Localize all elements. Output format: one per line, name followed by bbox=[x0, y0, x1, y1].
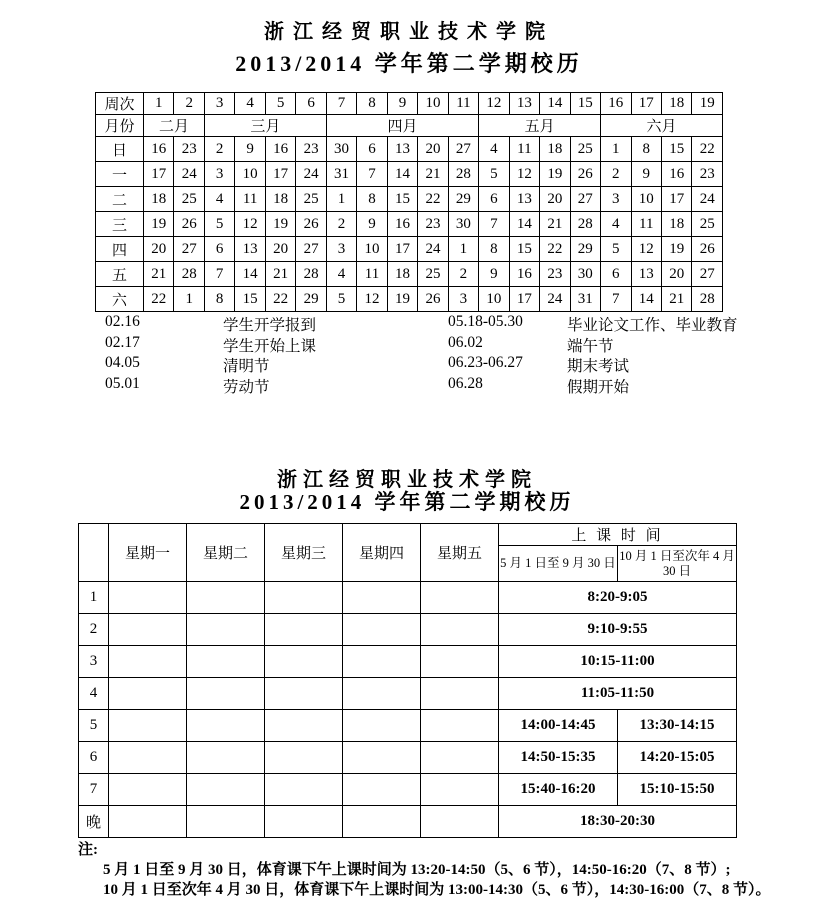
date-cell: 14 bbox=[509, 212, 539, 237]
weekday-label: 五 bbox=[96, 262, 144, 287]
schedule-body bbox=[79, 582, 737, 838]
weekday-label: 四 bbox=[96, 237, 144, 262]
calendar-day-row bbox=[96, 137, 723, 162]
month-header-label: 月份 bbox=[96, 115, 144, 137]
date-cell: 8 bbox=[631, 137, 661, 162]
date-cell: 16 bbox=[387, 212, 417, 237]
schedule-row bbox=[79, 806, 737, 838]
date-cell: 18 bbox=[540, 137, 570, 162]
date-cell: 20 bbox=[265, 237, 295, 262]
date-cell: 16 bbox=[265, 137, 295, 162]
schedule-row bbox=[79, 582, 737, 614]
schedule-empty-cell bbox=[343, 806, 421, 838]
date-cell: 21 bbox=[418, 162, 448, 187]
date-cell: 18 bbox=[387, 262, 417, 287]
date-cell: 30 bbox=[570, 262, 600, 287]
week-number-cell: 6 bbox=[296, 93, 326, 115]
date-cell: 19 bbox=[387, 287, 417, 312]
month-cell: 二月 bbox=[144, 115, 205, 137]
schedule-empty-cell bbox=[343, 774, 421, 806]
schedule-empty-cell bbox=[109, 774, 187, 806]
schedule-empty-cell bbox=[343, 742, 421, 774]
schedule-row bbox=[79, 646, 737, 678]
date-cell: 3 bbox=[204, 162, 234, 187]
month-cell: 三月 bbox=[204, 115, 326, 137]
note-line-winter: 10 月 1 日至次年 4 月 30 日，体育课下午上课时间为 13:00-14:30（5、6 节），14:30-16:00（7、8 节）。 bbox=[103, 882, 771, 898]
week-number-cell: 8 bbox=[357, 93, 387, 115]
date-cell: 11 bbox=[357, 262, 387, 287]
month-cell: 六月 bbox=[601, 115, 723, 137]
date-cell: 18 bbox=[144, 187, 174, 212]
period-label: 5 bbox=[79, 710, 109, 742]
date-cell: 27 bbox=[448, 137, 478, 162]
week-number-cell: 3 bbox=[204, 93, 234, 115]
date-cell: 9 bbox=[631, 162, 661, 187]
event-name: 期末考试 bbox=[567, 358, 630, 375]
winter-period-header: 10 月 1 日至次年 4 月 30 日 bbox=[618, 546, 737, 582]
week-number-cell: 13 bbox=[509, 93, 539, 115]
schedule-empty-cell bbox=[187, 582, 265, 614]
event-name: 学生开始上课 bbox=[223, 337, 317, 355]
date-cell: 24 bbox=[418, 237, 448, 262]
schedule-empty-cell bbox=[187, 710, 265, 742]
week-number-cell: 7 bbox=[326, 93, 356, 115]
date-cell: 23 bbox=[418, 212, 448, 237]
date-cell: 20 bbox=[540, 187, 570, 212]
date-cell: 28 bbox=[692, 287, 723, 312]
event-date: 05.01 bbox=[105, 374, 140, 392]
date-cell: 24 bbox=[296, 162, 326, 187]
date-cell: 26 bbox=[570, 162, 600, 187]
date-cell: 27 bbox=[174, 237, 204, 262]
date-cell: 19 bbox=[540, 162, 570, 187]
date-cell: 15 bbox=[387, 187, 417, 212]
date-cell: 26 bbox=[692, 237, 723, 262]
date-cell: 2 bbox=[204, 137, 234, 162]
date-cell: 18 bbox=[265, 187, 295, 212]
date-cell: 8 bbox=[357, 187, 387, 212]
date-cell: 12 bbox=[235, 212, 265, 237]
date-cell: 7 bbox=[357, 162, 387, 187]
date-cell: 16 bbox=[509, 262, 539, 287]
schedule-empty-cell bbox=[421, 710, 499, 742]
date-cell: 22 bbox=[540, 237, 570, 262]
period-label: 晚 bbox=[79, 806, 109, 838]
semester-calendar-title: 2013/2014 学年第二学期校历 bbox=[235, 51, 583, 76]
date-cell: 13 bbox=[509, 187, 539, 212]
date-cell: 20 bbox=[144, 237, 174, 262]
date-cell: 20 bbox=[661, 262, 691, 287]
date-cell: 23 bbox=[692, 162, 723, 187]
schedule-empty-cell bbox=[343, 614, 421, 646]
date-cell: 3 bbox=[601, 187, 631, 212]
date-cell: 18 bbox=[661, 212, 691, 237]
event-name: 假期开始 bbox=[567, 378, 630, 396]
schedule-row bbox=[79, 614, 737, 646]
date-cell: 14 bbox=[387, 162, 417, 187]
date-cell: 19 bbox=[265, 212, 295, 237]
event-name: 毕业论文工作、毕业教育 bbox=[567, 317, 738, 334]
week-number-cell: 17 bbox=[631, 93, 661, 115]
week-number-cell: 14 bbox=[540, 93, 570, 115]
schedule-empty-cell bbox=[265, 806, 343, 838]
period-label: 6 bbox=[79, 742, 109, 774]
schedule-empty-cell bbox=[109, 582, 187, 614]
date-cell: 17 bbox=[661, 187, 691, 212]
date-cell: 10 bbox=[479, 287, 509, 312]
period-label: 7 bbox=[79, 774, 109, 806]
date-cell: 22 bbox=[692, 137, 723, 162]
date-cell: 29 bbox=[448, 187, 478, 212]
schedule-empty-cell bbox=[421, 806, 499, 838]
date-cell: 1 bbox=[326, 187, 356, 212]
weekday-header-wednesday: 星期三 bbox=[265, 524, 343, 582]
schedule-empty-cell bbox=[187, 742, 265, 774]
week-number-cell: 2 bbox=[174, 93, 204, 115]
week-number-cell: 12 bbox=[479, 93, 509, 115]
event-name: 劳动节 bbox=[223, 378, 270, 396]
schedule-empty-cell bbox=[109, 742, 187, 774]
date-cell: 28 bbox=[296, 262, 326, 287]
schedule-empty-cell bbox=[265, 710, 343, 742]
weekday-header-tuesday: 星期二 bbox=[187, 524, 265, 582]
date-cell: 6 bbox=[479, 187, 509, 212]
schedule-row bbox=[79, 710, 737, 742]
date-cell: 5 bbox=[204, 212, 234, 237]
date-cell: 20 bbox=[418, 137, 448, 162]
date-cell: 27 bbox=[296, 237, 326, 262]
date-cell: 26 bbox=[174, 212, 204, 237]
date-cell: 16 bbox=[661, 162, 691, 187]
date-cell: 13 bbox=[631, 262, 661, 287]
date-cell: 17 bbox=[387, 237, 417, 262]
weekday-label: 六 bbox=[96, 287, 144, 312]
schedule-empty-cell bbox=[265, 646, 343, 678]
date-cell: 21 bbox=[661, 287, 691, 312]
weekday-header-thursday: 星期四 bbox=[343, 524, 421, 582]
date-cell: 4 bbox=[601, 212, 631, 237]
date-cell: 10 bbox=[631, 187, 661, 212]
school-name-title: 浙江经贸职业技术学院 bbox=[264, 21, 554, 43]
event-date: 06.28 bbox=[448, 374, 483, 392]
date-cell: 10 bbox=[357, 237, 387, 262]
date-cell: 3 bbox=[326, 237, 356, 262]
event-name: 端午节 bbox=[567, 337, 614, 355]
event-date: 02.16 bbox=[105, 313, 140, 330]
date-cell: 17 bbox=[144, 162, 174, 187]
period-label: 3 bbox=[79, 646, 109, 678]
schedule-empty-cell bbox=[421, 582, 499, 614]
date-cell: 31 bbox=[326, 162, 356, 187]
date-cell: 4 bbox=[204, 187, 234, 212]
date-cell: 27 bbox=[692, 262, 723, 287]
class-time-summer: 14:50-15:35 bbox=[499, 742, 618, 774]
schedule-empty-cell bbox=[343, 678, 421, 710]
date-cell: 12 bbox=[509, 162, 539, 187]
weekday-label: 二 bbox=[96, 187, 144, 212]
schedule-empty-cell bbox=[187, 614, 265, 646]
date-cell: 15 bbox=[661, 137, 691, 162]
date-cell: 1 bbox=[174, 287, 204, 312]
class-time-schedule-table bbox=[78, 523, 737, 838]
date-cell: 1 bbox=[448, 237, 478, 262]
date-cell: 30 bbox=[448, 212, 478, 237]
date-cell: 29 bbox=[570, 237, 600, 262]
date-cell: 11 bbox=[631, 212, 661, 237]
week-number-cell: 19 bbox=[692, 93, 723, 115]
week-number-cell: 4 bbox=[235, 93, 265, 115]
date-cell: 16 bbox=[144, 137, 174, 162]
week-number-cell: 11 bbox=[448, 93, 478, 115]
date-cell: 25 bbox=[570, 137, 600, 162]
date-cell: 11 bbox=[509, 137, 539, 162]
date-cell: 12 bbox=[631, 237, 661, 262]
date-cell: 9 bbox=[357, 212, 387, 237]
note-line-summer: 5 月 1 日至 9 月 30 日，体育课下午上课时间为 13:20-14:50（5、6 节），14:50-16:20（7、8 节）; bbox=[103, 862, 731, 878]
schedule-empty-cell bbox=[109, 806, 187, 838]
schedule-empty-cell bbox=[109, 710, 187, 742]
event-date: 04.05 bbox=[105, 354, 140, 371]
period-label: 4 bbox=[79, 678, 109, 710]
date-cell: 7 bbox=[479, 212, 509, 237]
schedule-empty-cell bbox=[421, 742, 499, 774]
date-cell: 2 bbox=[448, 262, 478, 287]
schedule-empty-cell bbox=[343, 582, 421, 614]
date-cell: 7 bbox=[204, 262, 234, 287]
date-cell: 21 bbox=[265, 262, 295, 287]
class-time-winter: 13:30-14:15 bbox=[618, 710, 737, 742]
event-date: 06.23-06.27 bbox=[448, 354, 523, 371]
schedule-empty-cell bbox=[343, 710, 421, 742]
date-cell: 2 bbox=[326, 212, 356, 237]
month-row bbox=[96, 115, 723, 137]
schedule-header bbox=[79, 524, 737, 582]
date-cell: 15 bbox=[235, 287, 265, 312]
schedule-row bbox=[79, 774, 737, 806]
calendar-day-row bbox=[96, 237, 723, 262]
schedule-empty-cell bbox=[187, 678, 265, 710]
date-cell: 28 bbox=[448, 162, 478, 187]
date-cell: 9 bbox=[235, 137, 265, 162]
schedule-empty-cell bbox=[187, 806, 265, 838]
date-cell: 6 bbox=[601, 262, 631, 287]
period-label: 2 bbox=[79, 614, 109, 646]
date-cell: 31 bbox=[570, 287, 600, 312]
week-number-row bbox=[96, 93, 723, 115]
week-header-label: 周次 bbox=[96, 93, 144, 115]
date-cell: 24 bbox=[692, 187, 723, 212]
week-number-cell: 18 bbox=[661, 93, 691, 115]
date-cell: 1 bbox=[601, 137, 631, 162]
date-cell: 5 bbox=[479, 162, 509, 187]
date-cell: 2 bbox=[601, 162, 631, 187]
date-cell: 13 bbox=[235, 237, 265, 262]
calendar-day-row bbox=[96, 162, 723, 187]
week-number-cell: 16 bbox=[601, 93, 631, 115]
date-cell: 26 bbox=[418, 287, 448, 312]
schedule-empty-cell bbox=[265, 678, 343, 710]
schedule-empty-cell bbox=[421, 678, 499, 710]
date-cell: 24 bbox=[174, 162, 204, 187]
weekday-label: 一 bbox=[96, 162, 144, 187]
weekday-label: 三 bbox=[96, 212, 144, 237]
weekday-header-monday: 星期一 bbox=[109, 524, 187, 582]
schedule-empty-cell bbox=[421, 646, 499, 678]
week-number-cell: 9 bbox=[387, 93, 417, 115]
date-cell: 28 bbox=[570, 212, 600, 237]
date-cell: 21 bbox=[144, 262, 174, 287]
schedule-empty-cell bbox=[343, 646, 421, 678]
schedule-empty-cell bbox=[187, 774, 265, 806]
date-cell: 19 bbox=[144, 212, 174, 237]
event-date: 05.18-05.30 bbox=[448, 313, 523, 330]
date-cell: 15 bbox=[509, 237, 539, 262]
date-cell: 25 bbox=[418, 262, 448, 287]
schedule-empty-cell bbox=[421, 614, 499, 646]
month-cell: 四月 bbox=[326, 115, 478, 137]
calendar-day-row bbox=[96, 262, 723, 287]
date-cell: 30 bbox=[326, 137, 356, 162]
key-dates-list bbox=[0, 313, 818, 395]
date-cell: 23 bbox=[296, 137, 326, 162]
date-cell: 12 bbox=[357, 287, 387, 312]
date-cell: 22 bbox=[265, 287, 295, 312]
weekday-header-friday: 星期五 bbox=[421, 524, 499, 582]
summer-period-header: 5 月 1 日至 9 月 30 日 bbox=[499, 546, 618, 582]
date-cell: 26 bbox=[296, 212, 326, 237]
week-number-cell: 10 bbox=[418, 93, 448, 115]
key-date-row bbox=[0, 334, 818, 355]
schedule-empty-cell bbox=[109, 678, 187, 710]
calendar-day-row bbox=[96, 287, 723, 312]
school-name-title-2: 浙江经贸职业技术学院 bbox=[277, 469, 537, 491]
date-cell: 21 bbox=[540, 212, 570, 237]
date-cell: 25 bbox=[692, 212, 723, 237]
schedule-empty-cell bbox=[109, 646, 187, 678]
schedule-empty-cell bbox=[109, 614, 187, 646]
week-number-cell: 1 bbox=[144, 93, 174, 115]
calendar-table-body bbox=[96, 93, 723, 312]
date-cell: 22 bbox=[144, 287, 174, 312]
schedule-empty-cell bbox=[421, 774, 499, 806]
semester-calendar-title-2: 2013/2014 学年第二学期校历 bbox=[239, 490, 575, 514]
key-date-row bbox=[0, 313, 818, 334]
key-date-row bbox=[0, 354, 818, 375]
date-cell: 11 bbox=[235, 187, 265, 212]
class-time: 8:20-9:05 bbox=[499, 582, 737, 614]
class-time-summer: 14:00-14:45 bbox=[499, 710, 618, 742]
event-name: 学生开学报到 bbox=[223, 317, 317, 334]
date-cell: 10 bbox=[235, 162, 265, 187]
period-label: 1 bbox=[79, 582, 109, 614]
date-cell: 23 bbox=[540, 262, 570, 287]
date-cell: 23 bbox=[174, 137, 204, 162]
date-cell: 24 bbox=[540, 287, 570, 312]
date-cell: 14 bbox=[235, 262, 265, 287]
date-cell: 25 bbox=[174, 187, 204, 212]
class-time: 11:05-11:50 bbox=[499, 678, 737, 710]
date-cell: 17 bbox=[509, 287, 539, 312]
event-date: 02.17 bbox=[105, 333, 140, 351]
date-cell: 8 bbox=[479, 237, 509, 262]
calendar-day-row bbox=[96, 187, 723, 212]
date-cell: 6 bbox=[204, 237, 234, 262]
week-number-cell: 5 bbox=[265, 93, 295, 115]
date-cell: 5 bbox=[601, 237, 631, 262]
class-time: 10:15-11:00 bbox=[499, 646, 737, 678]
weekday-label: 日 bbox=[96, 137, 144, 162]
date-cell: 29 bbox=[296, 287, 326, 312]
date-cell: 9 bbox=[479, 262, 509, 287]
schedule-empty-cell bbox=[265, 614, 343, 646]
date-cell: 25 bbox=[296, 187, 326, 212]
class-time: 18:30-20:30 bbox=[499, 806, 737, 838]
class-time-summer: 15:40-16:20 bbox=[499, 774, 618, 806]
event-name: 清明节 bbox=[223, 358, 270, 375]
schedule-empty-cell bbox=[265, 774, 343, 806]
schedule-corner-cell bbox=[79, 524, 109, 582]
date-cell: 28 bbox=[174, 262, 204, 287]
class-time-header: 上 课 时 间 bbox=[499, 524, 737, 546]
schedule-empty-cell bbox=[187, 646, 265, 678]
schedule-row bbox=[79, 742, 737, 774]
date-cell: 3 bbox=[448, 287, 478, 312]
month-cell: 五月 bbox=[479, 115, 601, 137]
date-cell: 17 bbox=[265, 162, 295, 187]
date-cell: 19 bbox=[661, 237, 691, 262]
schedule-row bbox=[79, 678, 737, 710]
date-cell: 13 bbox=[387, 137, 417, 162]
date-cell: 27 bbox=[570, 187, 600, 212]
key-date-row bbox=[0, 375, 818, 396]
class-time-winter: 14:20-15:05 bbox=[618, 742, 737, 774]
date-cell: 7 bbox=[601, 287, 631, 312]
week-number-cell: 15 bbox=[570, 93, 600, 115]
calendar-day-row bbox=[96, 212, 723, 237]
class-time: 9:10-9:55 bbox=[499, 614, 737, 646]
date-cell: 14 bbox=[631, 287, 661, 312]
date-cell: 4 bbox=[326, 262, 356, 287]
semester-calendar-table bbox=[95, 92, 723, 312]
event-date: 06.02 bbox=[448, 333, 483, 351]
date-cell: 5 bbox=[326, 287, 356, 312]
date-cell: 22 bbox=[418, 187, 448, 212]
date-cell: 6 bbox=[357, 137, 387, 162]
date-cell: 4 bbox=[479, 137, 509, 162]
schedule-empty-cell bbox=[265, 742, 343, 774]
schedule-empty-cell bbox=[265, 582, 343, 614]
note-label: 注: bbox=[78, 842, 98, 858]
class-time-winter: 15:10-15:50 bbox=[618, 774, 737, 806]
date-cell: 8 bbox=[204, 287, 234, 312]
